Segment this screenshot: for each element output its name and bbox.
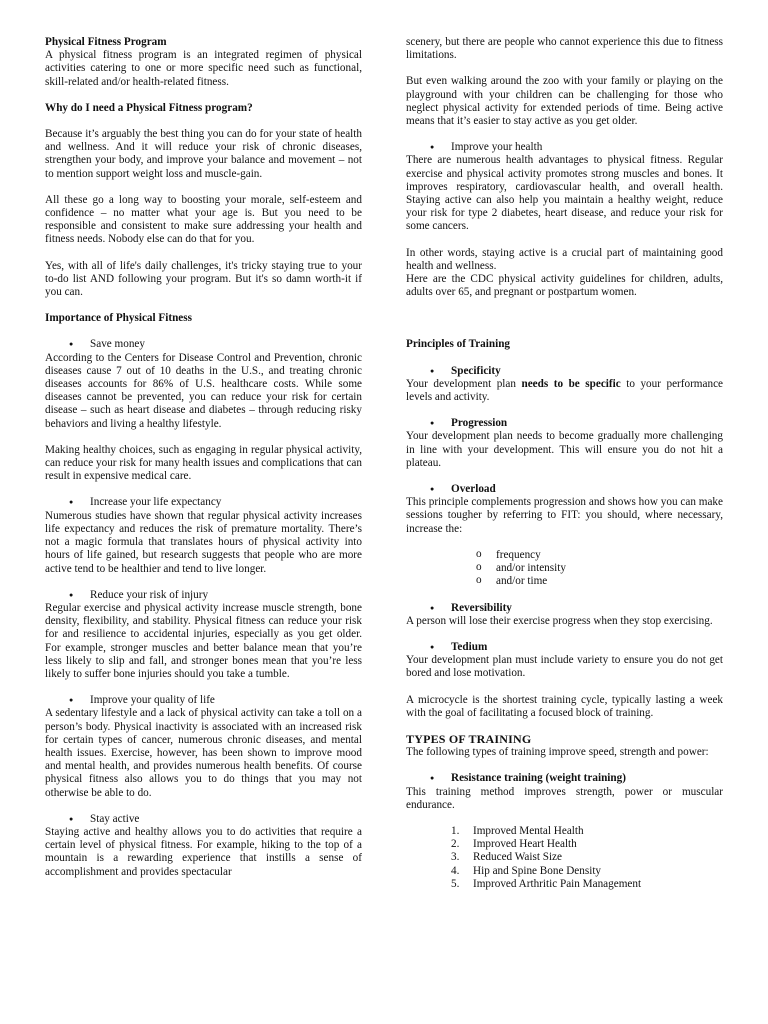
principles-heading: Principles of Training: [406, 338, 511, 351]
zoo-paragraph: But even walking around the zoo with your family or playing on the playground with your children can be challenging for those who neglect physical activity for extended periods of time. Being active means that it’s easier to stay active as you get older.: [406, 75, 723, 128]
left-column: [45, 36, 362, 879]
bullet-reduce-injury: ● Reduce your risk of injury: [45, 589, 362, 602]
save-money-paragraph-1: According to the Centers for Disease Control and Prevention, chronic diseases cause 7 out of 10 deaths in the U.S., and treating chronic diseases accounts for 86% of U.S. healthcare costs. While some diseases cannot be prevented, you can reduce your risk for certain disease – such as heart disease and diabetes – through reducing risky behaviors and living a healthy lifestyle.: [45, 351, 362, 430]
why-paragraph-1: Because it’s arguably the best thing you can do for your state of health and wellness. And it will reduce your risk of chronic diseases, strengthen your body, and improve your balance and movement – not to mention support weight loss and muscle-gain.: [45, 128, 362, 180]
types-heading: TYPES OF TRAINING: [406, 731, 532, 746]
benefit-label: Improved Mental Health: [473, 824, 584, 837]
save-money-paragraph-2: Making healthy choices, such as engaging in regular physical activity, can reduce your risk for many health issues and complications that can result in expensive medical care.: [45, 443, 362, 483]
benefit-label: Reduced Waist Size: [473, 851, 562, 864]
specificity-paragraph: [406, 378, 723, 404]
bullet-overload: ● Overload: [406, 483, 723, 496]
bullet-life-expectancy: ● Increase your life expectancy: [45, 496, 362, 509]
benefit-label: Improved Arthritic Pain Management: [473, 877, 642, 890]
cdc-paragraph: Here are the CDC physical activity guidelines for children, adults, adults over 65, and pregnant or postpartum women.: [406, 273, 723, 299]
quality-of-life-paragraph: A sedentary lifestyle and a lack of physical activity can take a toll on a person’s body. Physical inactivity is associated with an increased risk for certain types of cancer, numerous chronic diseases, and mental health issues. Exercise, however, has been shown to improve mood and mental health, and provides numerous health benefits. Of course physical fitness also allows you to do things that you may not otherwise be able to do.: [45, 707, 362, 799]
benefit-item: 4. Hip and Spine Bone Density: [451, 864, 602, 877]
bullet-specificity: ● Specificity: [406, 365, 723, 378]
stay-active-paragraph: Staying active and healthy allows you to do activities that require a certain level of physical fitness. For example, hiking to the top of a mountain is a rewarding experience that instills a sense of accomplishment and provides spectacular: [45, 825, 362, 878]
benefit-item: 5. Improved Arthritic Pain Management: [451, 877, 642, 890]
benefit-label: Improved Heart Health: [473, 838, 577, 851]
specificity-text-bold: needs to be specific: [521, 377, 621, 390]
specificity-text-post: to your performance levels and activity.: [406, 377, 723, 404]
benefit-item: 3. Reduced Waist Size: [451, 851, 562, 864]
why-paragraph-3: Yes, with all of life's daily challenges, it's tricky staying true to your to-do list AND following your program. But it's so damn worth-it if you can.: [45, 259, 362, 299]
improve-health-paragraph: There are numerous health advantages to physical fitness. Regular exercise and physical activity promotes strong muscles and bones. It improves respiratory, cardiovascular health, and overall health. Staying active can also help you maintain a healthy weight, reduce your risk for type 2 diabetes, heart disease, and reduce your risk for some cancers.: [406, 154, 723, 233]
continued-paragraph: scenery, but there are people who cannot experience this due to fitness limitations.: [406, 36, 723, 62]
bullet-improve-health: ● Improve your health: [406, 141, 723, 154]
bullet-tedium: ● Tedium: [406, 641, 723, 654]
life-expectancy-paragraph: Numerous studies have shown that regular physical activity increases life expectancy and reduces the risk of premature mortality. There’s not a magic formula that translates hours of physical activity into hours of life gained, but research suggests that people who are more active tend to be healthier and tend to live longer.: [45, 509, 362, 575]
reduce-injury-paragraph: Regular exercise and physical activity increase muscle strength, bone density, flexibility, and stability. Physical fitness can reduce your risk for and resilience to accidental injuries, especially as you get older. For example, stronger muscles and better balance mean that you’re less likely to slip and fall, and stronger bones mean that you’re less likely to suffer bone injuries should you take a tumble.: [45, 601, 362, 680]
importance-heading: Importance of Physical Fitness: [45, 312, 192, 325]
doc-title: Physical Fitness Program: [45, 36, 167, 48]
tedium-paragraph: Your development plan must include variety to ensure you do not get bored and lose motivation.: [406, 654, 723, 680]
why-paragraph-2: All these go a long way to boosting your morale, self-esteem and confidence – no matter what your age is. But you need to be responsible and consistent to make sure addressing your health and fitness needs. Nobody else can do that for you.: [45, 193, 362, 246]
fit-item-frequency: o frequency: [406, 549, 723, 562]
overload-paragraph: This principle complements progression and shows how you can make sessions tougher by referring to FIT: you should, where necessary, increase the:: [406, 496, 723, 535]
benefit-label: Hip and Spine Bone Density: [473, 864, 602, 877]
fit-item-time: o and/or time: [406, 575, 723, 588]
types-paragraph: The following types of training improve speed, strength and power:: [406, 746, 709, 759]
other-words-paragraph: In other words, staying active is a crucial part of maintaining good health and wellness.: [406, 246, 723, 272]
right-column: [406, 36, 723, 891]
microcycle-paragraph: A microcycle is the shortest training cycle, typically lasting a week with the goal of facilitating a focused block of training.: [406, 693, 723, 719]
resistance-paragraph: This training method improves strength, power or muscular endurance.: [406, 785, 723, 811]
bullet-resistance-training: ● Resistance training (weight training): [406, 772, 723, 785]
bullet-save-money: ● Save money: [45, 338, 362, 351]
bullet-stay-active: ● Stay active: [45, 813, 362, 826]
benefit-item: 2. Improved Heart Health: [451, 838, 577, 851]
reversibility-paragraph: A person will lose their exercise progress when they stop exercising.: [406, 614, 713, 627]
specificity-text-pre: Your development plan: [406, 377, 522, 390]
bullet-quality-of-life: ● Improve your quality of life: [45, 694, 362, 707]
bullet-progression: ● Progression: [406, 417, 723, 430]
benefit-item: 1. Improved Mental Health: [451, 824, 584, 837]
intro-paragraph: A physical fitness program is an integrated regimen of physical activities catering to one or more specific need such as functional, skill-related and/or health-related fitness.: [45, 49, 362, 88]
fit-item-intensity: o and/or intensity: [406, 562, 723, 575]
bullet-reversibility: ● Reversibility: [406, 602, 723, 615]
why-heading: Why do I need a Physical Fitness program?: [45, 101, 253, 114]
progression-paragraph: Your development plan needs to become gradually more challenging in line with your development. This will ensure you do not hit a plateau.: [406, 430, 723, 469]
